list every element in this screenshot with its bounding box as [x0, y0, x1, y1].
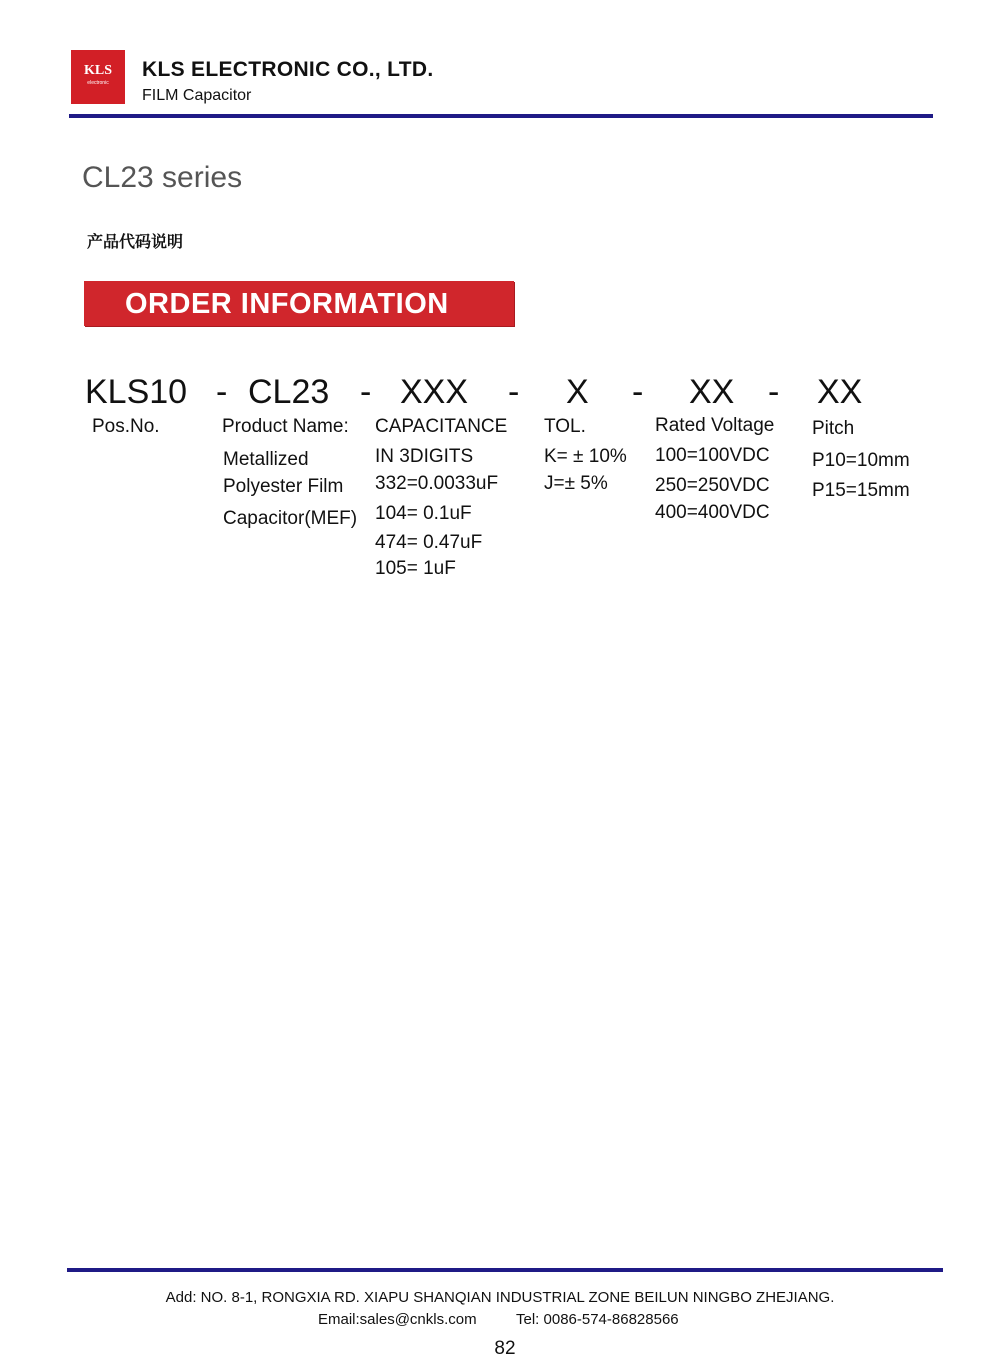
capacitance-line: 105= 1uF — [375, 558, 456, 579]
code-part-tolerance: X — [566, 373, 589, 411]
series-title: CL23 series — [82, 161, 243, 194]
code-separator: - — [508, 373, 520, 411]
tolerance-line: K= ± 10% — [544, 446, 627, 467]
footer-address: Add: NO. 8-1, RONGXIA RD. XIAPU SHANQIAN INDUSTRIAL ZONE BEILUN NINGBO ZHEJIANG. — [165, 1289, 835, 1306]
code-part-voltage: XX — [689, 373, 735, 411]
document-subtitle: FILM Capacitor — [142, 87, 252, 104]
voltage-line: 250=250VDC — [655, 475, 770, 496]
product-line: Capacitor(MEF) — [223, 508, 358, 529]
logo-sub-text: electronic — [87, 80, 109, 86]
capacitance-line: 332=0.0033uF — [375, 473, 499, 494]
pos-label: Pos.No. — [92, 416, 160, 437]
tolerance-label: TOL. — [544, 416, 586, 437]
code-part-product: CL23 — [248, 373, 330, 411]
code-separator: - — [360, 373, 372, 411]
banner-text: ORDER INFORMATION — [125, 288, 449, 320]
code-part-capacitance: XXX — [400, 373, 469, 411]
code-separator: - — [768, 373, 780, 411]
chinese-heading: 产品代码说明 — [87, 234, 184, 251]
code-separator: - — [216, 373, 228, 411]
company-logo — [71, 50, 125, 104]
capacitance-line: 474= 0.47uF — [375, 532, 483, 553]
capacitance-line: 104= 0.1uF — [375, 503, 472, 524]
order-information-banner — [84, 281, 514, 326]
capacitance-line: IN 3DIGITS — [375, 446, 474, 467]
footer-tel: Tel: 0086-574-86828566 — [516, 1311, 679, 1328]
capacitance-label: CAPACITANCE — [375, 416, 508, 437]
footer-divider — [67, 1268, 943, 1272]
header-divider — [69, 114, 933, 118]
code-part-pos: KLS10 — [85, 373, 188, 411]
product-line: Metallized — [223, 449, 309, 470]
footer-email: Email:sales@cnkls.com — [318, 1311, 477, 1328]
pitch-label: Pitch — [812, 418, 855, 439]
code-separator: - — [632, 373, 644, 411]
voltage-line: 400=400VDC — [655, 502, 770, 523]
company-name: KLS ELECTRONIC CO., LTD. — [142, 58, 434, 81]
voltage-label: Rated Voltage — [655, 415, 775, 436]
product-line: Polyester Film — [223, 476, 344, 497]
page-number: 82 — [494, 1338, 516, 1359]
pitch-line: P15=15mm — [812, 480, 910, 501]
logo-main-text: KLS — [83, 63, 112, 78]
code-part-pitch: XX — [817, 373, 863, 411]
voltage-line: 100=100VDC — [655, 445, 770, 466]
product-label: Product Name: — [222, 416, 349, 437]
pitch-line: P10=10mm — [812, 450, 910, 471]
tolerance-line: J=± 5% — [544, 473, 608, 494]
